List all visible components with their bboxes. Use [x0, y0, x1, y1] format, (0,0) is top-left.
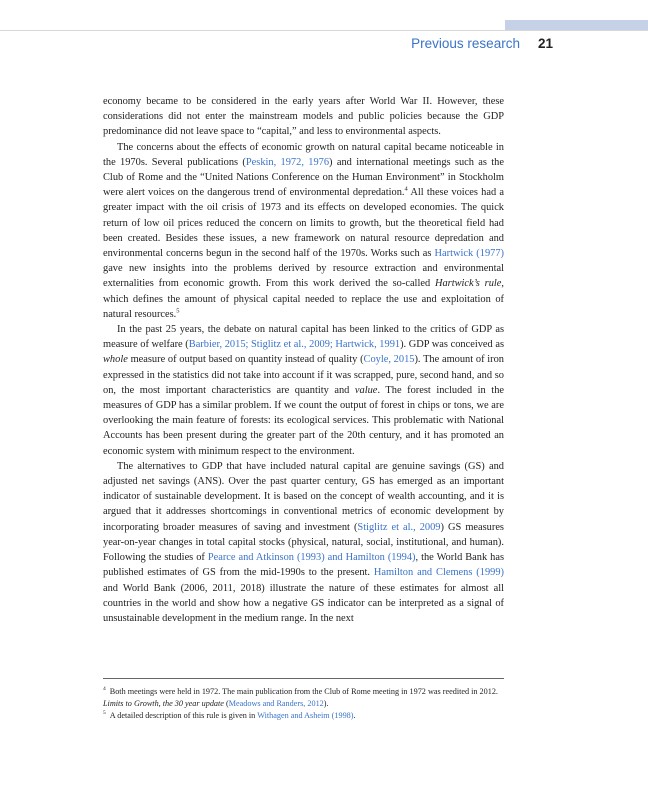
- citation-link[interactable]: Barbier, 2015; Stiglitz et al., 2009; Hartwick, 1991: [188, 339, 401, 351]
- running-header: [400, 36, 553, 51]
- header-rule: [0, 30, 648, 31]
- footnote-4: [103, 686, 504, 710]
- citation-link[interactable]: Peskin, 1972, 1976: [245, 156, 330, 168]
- text: (: [223, 699, 229, 708]
- text: ). GDP was conceived as: [400, 339, 504, 351]
- header-accent-bar: [505, 20, 648, 30]
- text: ).: [323, 699, 329, 708]
- emphasis: value: [354, 384, 378, 396]
- emphasis: whole: [103, 354, 128, 366]
- paragraph-4: [103, 459, 504, 626]
- citation-link[interactable]: Withagen and Asheim (1998): [257, 711, 354, 720]
- text: In the past 25 years, the debate on natural capital has been linked to the critics of GDP as measure of welfare (: [103, 324, 504, 351]
- citation-link[interactable]: Hartwick (1977): [434, 248, 504, 260]
- text: Both meetings were held in 1972. The main publication from the Club of Rome meeting in 1972 was reedited in 2012.: [109, 687, 498, 696]
- text: . The forest included in the measures of GDP has a similar problem. If we count the output of forest in chips or tons, we are overlooking the main feature of forests: its ecological services. This problematic with National Accounts has been present during the greater part of the 20th century, and it has promoted an economic system with minimum respect to the environment.: [103, 384, 505, 457]
- paragraph-2: [103, 140, 504, 322]
- citation-link[interactable]: Hamilton and Clemens (1999): [373, 567, 504, 579]
- text: ) GS measures year-on-year changes in total capital stocks (physical, natural, social, institutional, and human). Following the studies of: [103, 521, 504, 564]
- text: measure of output based on quantity instead of quality (: [127, 354, 364, 366]
- footnote-mark: 5: [103, 710, 106, 717]
- text: ). The amount of iron expressed in the statistics did not take into account if it was scrapped, pure, second hand, and so on, the most important characteristics are quantity and: [103, 354, 504, 396]
- chapter-title: Previous research: [411, 36, 520, 51]
- text: and World Bank (2006, 2011, 2018) illustrate the nature of these estimates for almost all countries in the world and show how a negative GS indicator can be interpreted as a signal of unsustainable development in the medium range. In the next: [103, 582, 504, 624]
- paragraph-1: economy became to be considered in the early years after World War II. However, these considerations did not enter the mainstream models and public policies because the GDP predominance did not leave space to “capital,” and less to environmental aspects.: [103, 96, 504, 138]
- text: A detailed description of this rule is given in: [109, 711, 258, 720]
- text: , the World Bank has published estimates of GS from the mid-1990s to the present.: [103, 552, 505, 579]
- text: All these voices had a greater impact with the oil crisis of 1973 and its effects on developed economies. The quick return of low oil prices reduced the concern on limits to growth, but the theoretical field had been created. Besides these issues, a new framework on natural resource depredation and environmental concerns begun in the second half of the 1970s. Works such as: [103, 187, 504, 260]
- text: , which defines the amount of physical capital needed to replace the use and exploitation of natural resources.: [103, 278, 504, 320]
- footnotes: [103, 686, 504, 722]
- footnote-rule: [103, 678, 504, 679]
- emphasis: Hartwick’s rule: [434, 278, 502, 290]
- page-number: 21: [537, 36, 553, 51]
- text: The alternatives to GDP that have included natural capital are genuine savings (GS) and adjusted net savings (ANS). Over the past quarter century, GS has emerged as an important indicator of sustainable development. It is based on the concept of wealth accounting, and it is argued that it addresses shortcomings in conventional metrics of economic development by incorporating broader measures of saving and investment (: [103, 460, 504, 533]
- citation-link[interactable]: Stiglitz et al., 2009: [357, 521, 441, 533]
- text: The concerns about the effects of economic growth on natural capital became noticeable in the 1970s. Several publications (: [103, 141, 504, 168]
- text: gave new insights into the problems derived by resource extraction and environmental externalities from economic growth. From this work derived the so-called: [103, 263, 504, 290]
- text: ) and international meetings such as the Club of Rome and the “United Nations Conference on the Human Environment” in Stockholm were alert voices on the dangerous trend of environmental depredation.: [103, 156, 504, 199]
- paragraph-3: [103, 322, 504, 459]
- body-text: [103, 94, 504, 626]
- citation-link[interactable]: Coyle, 2015: [363, 354, 415, 366]
- footnote-mark: 4: [103, 686, 106, 693]
- footnote-5: [103, 710, 504, 722]
- text: .: [353, 711, 356, 720]
- footnote-ref-5[interactable]: 5: [176, 307, 180, 315]
- citation-link[interactable]: Pearce and Atkinson (1993) and Hamilton (1994): [207, 552, 416, 564]
- footnote-ref-4[interactable]: 4: [404, 185, 408, 193]
- emphasis: Limits to Growth, the 30 year update: [103, 699, 224, 708]
- citation-link[interactable]: Meadows and Randers, 2012: [228, 699, 324, 708]
